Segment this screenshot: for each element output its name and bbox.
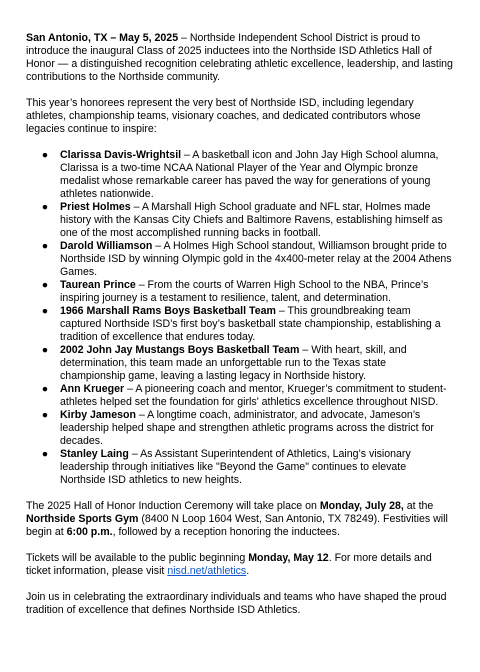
bullet-icon: ● <box>41 383 49 395</box>
ceremony-venue: Northside Sports Gym <box>26 513 139 525</box>
list-item <box>41 344 454 383</box>
honoree-name: Ann Krueger <box>60 383 125 395</box>
honorees-list <box>26 149 454 487</box>
list-item <box>41 383 454 409</box>
list-item <box>41 279 454 305</box>
dateline: San Antonio, TX – May 5, 2025 <box>26 32 179 44</box>
tickets-text: . <box>246 565 250 577</box>
ceremony-text: , followed by a reception honoring the inductees. <box>112 526 340 538</box>
honoree-description: – A pioneering coach and mentor, Krueger’s commitment to student-athletes helped set the foundation for girls' athletics excellence throughout NISD. <box>60 383 447 408</box>
ceremony-time: 6:00 p.m. <box>66 526 113 538</box>
honoree-description: – From the courts of Warren High School to the NBA, Prince’s inspiring journey is a testament to resilience, talent, and determination. <box>60 279 429 304</box>
bullet-icon: ● <box>41 149 49 161</box>
list-item <box>41 240 454 279</box>
honoree-name: Clarissa Davis-Wrightsil <box>60 149 182 161</box>
honoree-description: – This groundbreaking team captured Northside ISD’s first boy’s basketball state championship, establishing a tradition of excellence that endures today. <box>60 305 441 343</box>
intro-text: – Northside Independent School District is proud to introduce the inaugural Class of 2025 inductees into the Northside ISD Athletics Hall of Honor — a distinguished recognition celebrating athletic excellence, leadership, and lasting contributions to the Northside community. <box>26 32 453 83</box>
ceremony-paragraph <box>26 500 454 539</box>
honoree-name: Priest Holmes <box>60 201 131 213</box>
honoree-description: – As Assistant Superintendent of Athletics, Laing’s visionary leadership through initiatives like "Beyond the Game" continues to elevate Northside ISD athletics to new heights. <box>60 448 411 486</box>
honoree-name: Kirby Jameson <box>60 409 136 421</box>
honoree-description: – A Marshall High School graduate and NFL star, Holmes made history with the Kansas City Chiefs and Baltimore Ravens, establishing himself as one of the most accomplished running backs in football. <box>60 201 443 239</box>
honoree-name: 1966 Marshall Rams Boys Basketball Team <box>60 305 276 317</box>
honoree-name: Darold Williamson <box>60 240 153 252</box>
list-item <box>41 201 454 240</box>
honoree-description: – A Holmes High School standout, Williamson brought pride to Northside ISD by winning Olympic gold in the 4x400-meter relay at the 2004 Athens Games. <box>60 240 452 278</box>
list-item <box>41 409 454 448</box>
list-item <box>41 448 454 487</box>
tickets-text: Tickets will be available to the public beginning <box>26 552 249 564</box>
bullet-icon: ● <box>41 409 49 421</box>
bullet-icon: ● <box>41 448 49 460</box>
tickets-paragraph <box>26 552 454 578</box>
closing-paragraph: Join us in celebrating the extraordinary individuals and teams who have shaped the proud tradition of excellence that defines Northside ISD Athletics. <box>26 591 447 616</box>
honoree-description: – With heart, skill, and determination, this team made an unforgettable run to the Texas state championship game, leaving a lasting legacy in Northside history. <box>60 344 407 382</box>
bullet-icon: ● <box>41 344 49 356</box>
honoree-name: Taurean Prince <box>60 279 136 291</box>
bullet-icon: ● <box>41 240 49 252</box>
honoree-description: – A basketball icon and John Jay High School alumna, Clarissa is a two-time NCAA National Player of the Year and Olympic bronze medalist whose remarkable career has paved the way for generations of young athletes nationwide. <box>60 149 439 200</box>
ceremony-text: (8400 N Loop 1604 West, San Antonio, TX 78249). Festivities will begin at <box>26 513 448 538</box>
ceremony-text: at the <box>403 500 434 512</box>
honoree-name: Stanley Laing <box>60 448 129 460</box>
bullet-icon: ● <box>41 279 49 291</box>
bullet-icon: ● <box>41 201 49 213</box>
press-release <box>26 32 454 630</box>
intro-paragraph <box>26 32 454 84</box>
ceremony-text: The 2025 Hall of Honor Induction Ceremony will take place on <box>26 500 320 512</box>
athletics-link[interactable]: nisd.net/athletics <box>167 565 247 577</box>
list-item <box>41 305 454 344</box>
bullet-icon: ● <box>41 305 49 317</box>
list-item <box>41 149 454 201</box>
ceremony-date: Monday, July 28, <box>319 500 404 512</box>
honorees-intro: This year’s honorees represent the very best of Northside ISD, including legendary athletes, championship teams, visionary coaches, and dedicated contributors whose legacies continue to inspire: <box>26 97 421 135</box>
tickets-text: . For more details and ticket information, please visit <box>26 552 432 577</box>
honoree-name: 2002 John Jay Mustangs Boys Basketball Team <box>60 344 300 356</box>
tickets-date: Monday, May 12 <box>248 552 329 564</box>
honoree-description: – A longtime coach, administrator, and advocate, Jameson’s leadership helped shape and strengthen athletic programs across the district for decades. <box>60 409 434 447</box>
